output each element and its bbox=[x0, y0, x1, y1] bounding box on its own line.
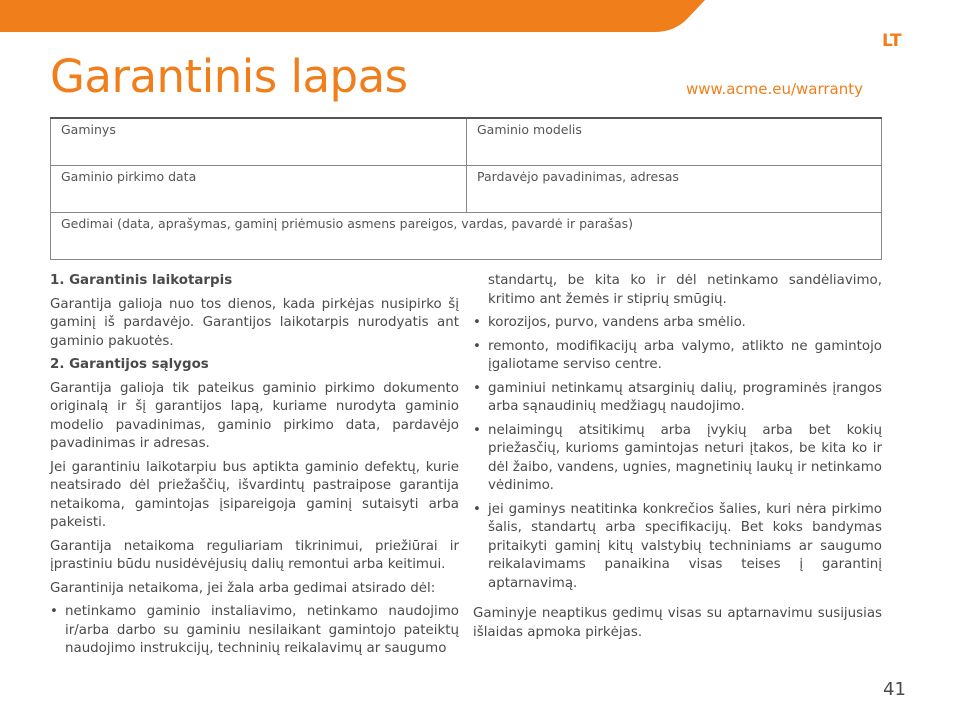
section-2-paragraph-3: Garantija netaikoma reguliariam tikrinimui, priežiūrai ir įprastiniu būdu nusidėvėjusių dalių remontui arba keitimui. bbox=[50, 538, 459, 572]
warranty-form-table bbox=[50, 117, 882, 260]
section-2-paragraph-2: Jei garantiniu laikotarpiu bus aptikta gaminio defektų, kurie neatsirado dėl priežaščių, išvardintų pastraipose garantija netaikoma, gamintojas įsipareigoja gaminį sutaisyti arba pakeisti. bbox=[50, 459, 459, 530]
closing-paragraph: Gaminyje neaptikus gedimų visas su aptarnavimu susijusias išlaidas apmoka pirkėjas. bbox=[473, 606, 882, 640]
exclusions-list-right bbox=[473, 272, 882, 593]
left-column bbox=[50, 272, 459, 664]
list-item bbox=[473, 338, 882, 375]
bullet-icon: • bbox=[473, 501, 481, 517]
bullet-icon: • bbox=[473, 315, 481, 330]
language-code: LT bbox=[882, 31, 902, 51]
page-title: Garantinis lapas bbox=[50, 50, 408, 103]
list-item-text: remonto, modifikacijų arba valymo, atlikto ne gamintojo įgaliotame serviso centre. bbox=[488, 338, 882, 372]
exclusions-list-left bbox=[50, 603, 459, 659]
section-2-paragraph-1: Garantija galioja tik pateikus gaminio pirkimo dokumento originalą ir šį garantijos lapą, kuriame nurodyta gaminio modelio pavadinimas, gaminio pirkimo data, pardavėjo pavadinimas ir adresas. bbox=[50, 380, 459, 451]
section-2-heading: 2. Garantijos sąlygos bbox=[50, 357, 209, 372]
list-item-text: netinkamo gaminio instaliavimo, netinkamo naudojimo ir/arba darbo su gaminiu nesilaikant gamintojo pateiktų naudojimo instrukcijų, techninių reikalavimų ar saugumo bbox=[65, 604, 459, 656]
list-item bbox=[473, 501, 882, 594]
purchase-date-field[interactable]: Gaminio pirkimo data bbox=[51, 166, 467, 213]
product-field[interactable]: Gaminys bbox=[51, 118, 467, 166]
bullet-icon: • bbox=[473, 338, 481, 354]
bullet-icon: • bbox=[473, 422, 481, 438]
defects-field[interactable]: Gedimai (data, aprašymas, gaminį priėmusio asmens pareigos, vardas, pavardė ir parašas) bbox=[51, 213, 882, 260]
right-column bbox=[473, 272, 882, 647]
bullet-icon: • bbox=[473, 380, 481, 396]
list-item-text: gaminiui netinkamų atsarginių dalių, programinės įrangos arba sąnaudinių medžiagų naudojimo. bbox=[488, 380, 882, 414]
list-item bbox=[473, 380, 882, 417]
bullet-icon: • bbox=[50, 604, 58, 619]
list-item bbox=[50, 603, 459, 659]
warranty-url: www.acme.eu/warranty bbox=[686, 80, 864, 98]
page-number: 41 bbox=[883, 679, 906, 700]
section-2-paragraph-4: Garantinija netaikoma, jei žala arba gedimai atsirado dėl: bbox=[50, 580, 436, 596]
list-item-text: standartų, be kita ko ir dėl netinkamo sandėliavimo, kritimo ant žemės ir stiprių smūgių. bbox=[488, 273, 882, 307]
list-item-text: nelaimingų atsitikimų arba įvykių arba bet kokių priežasčių, kurioms gamintojas neturi įtakos, be kita ko ir dėl žaibo, vandens, ugnies, magnetinių laukų ir netinkamo vėdinimo. bbox=[488, 422, 882, 493]
list-item bbox=[473, 314, 882, 333]
list-item-text: korozijos, purvo, vandens arba smėlio. bbox=[488, 315, 746, 330]
model-field[interactable]: Gaminio modelis bbox=[467, 118, 882, 166]
list-item-continued bbox=[473, 272, 882, 309]
list-item-text: jei gaminys neatitinka konkrečios šalies, kuri nėra pirkimo šalis, standartų arba specifikacijų. Bet koks bandymas pritaikyti gaminį kitų valstybių techniniams ar saugumo reikalavimams panaikina visas teises į garantinį aptarnavimą. bbox=[488, 501, 882, 591]
section-1-heading: 1. Garantinis laikotarpis bbox=[50, 273, 233, 288]
list-item bbox=[473, 422, 882, 496]
seller-field[interactable]: Pardavėjo pavadinimas, adresas bbox=[467, 166, 882, 213]
top-orange-banner bbox=[0, 0, 954, 33]
section-1-text: Garantija galioja nuo tos dienos, kada pirkėjas nusipirko šį gaminį iš pardavėjo. Garantijos laikotarpis nurodyatis ant gaminio pakuotės. bbox=[50, 296, 459, 349]
